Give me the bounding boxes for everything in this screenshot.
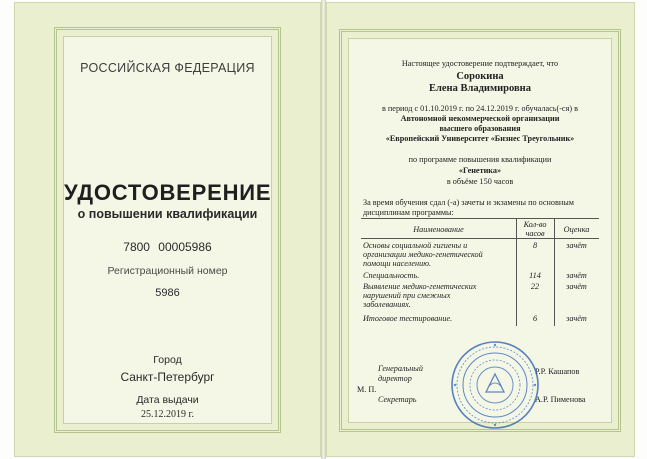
country-label: РОССИЙСКАЯ ФЕДЕРАЦИЯ	[80, 61, 255, 75]
row4-grade: зачёт	[566, 314, 587, 323]
row2-line1: Специальность.	[363, 271, 420, 280]
seal-place-label: М. П.	[357, 385, 377, 394]
right-frame	[339, 29, 621, 432]
official-stamp	[450, 340, 540, 430]
issue-date-label: Дата выдачи	[136, 394, 199, 406]
document-title: УДОСТОВЕРЕНИЕ	[64, 180, 272, 205]
row3-grade: зачёт	[566, 282, 587, 291]
study-period: в период с 01.10.2019 г. по 24.12.2019 г. обучалась(-ся) в	[382, 104, 578, 113]
registration-number-label: Регистрационный номер	[107, 265, 228, 277]
holder-name: Елена Владимировна	[429, 83, 531, 94]
left-page	[14, 2, 321, 457]
org-line-2: высшего образования	[439, 124, 521, 133]
org-line-3: «Европейский Университет «Бизнес Треугольник»	[385, 134, 575, 143]
org-line-1: Автономной некоммерческой организации	[400, 114, 560, 123]
row4-hours: 6	[532, 314, 538, 323]
row4-line1: Итоговое тестирование.	[363, 314, 453, 323]
row1-line2: организации медико-генетической	[363, 250, 483, 259]
row1-line3: помощи населению.	[363, 259, 432, 268]
certificate-number: 7800 00005986	[123, 240, 212, 254]
exams-line-1: За время обучения сдал (-а) зачеты и экзамены по основным	[363, 198, 574, 207]
row2-grade: зачёт	[566, 271, 587, 280]
row2-hours: 114	[529, 271, 541, 280]
director-name: Р.Р. Кашапов	[535, 367, 580, 376]
director-title-1: Генеральный	[378, 364, 423, 373]
program-name: «Генетика»	[458, 166, 502, 175]
row3-line1: Выявление медико-генетических	[363, 282, 477, 291]
left-frame	[54, 27, 281, 433]
right-page	[326, 2, 635, 457]
program-volume: в объёме 150 часов	[446, 177, 514, 186]
holder-surname: Сорокина	[456, 71, 504, 82]
registration-number: 5986	[155, 287, 180, 299]
city-value: Санкт-Петербург	[120, 370, 215, 384]
program-label: по программе повышения квалификации	[408, 155, 552, 164]
document-subtitle: о повышении квалификации	[77, 207, 258, 221]
row3-line2: нарушений при смежных	[363, 291, 451, 300]
row1-grade: зачёт	[566, 241, 587, 250]
row1-hours: 8	[532, 241, 538, 250]
secretary-title: Секретарь	[378, 395, 417, 404]
row3-line3: заболеваниях.	[363, 300, 411, 309]
row1-line1: Основы социальной гигиены и	[363, 241, 468, 250]
intro-text: Настоящее удостоверение подтверждает, что	[401, 59, 559, 68]
exams-line-2: дисциплинам программы:	[363, 208, 454, 217]
col-header-name: Наименование	[413, 225, 464, 234]
col-header-grade: Оценка	[563, 225, 590, 234]
secretary-name: А.Р. Пименова	[535, 395, 586, 404]
right-inner	[348, 38, 612, 423]
left-inner	[63, 36, 272, 424]
city-label: Город	[153, 354, 182, 366]
col-header-hours-2: часов	[525, 229, 545, 238]
row3-hours: 22	[530, 282, 540, 291]
director-title-2: директор	[378, 374, 412, 383]
col-header-hours-1: Кол-во	[523, 220, 547, 229]
issue-date: 25.12.2019 г.	[141, 409, 194, 420]
